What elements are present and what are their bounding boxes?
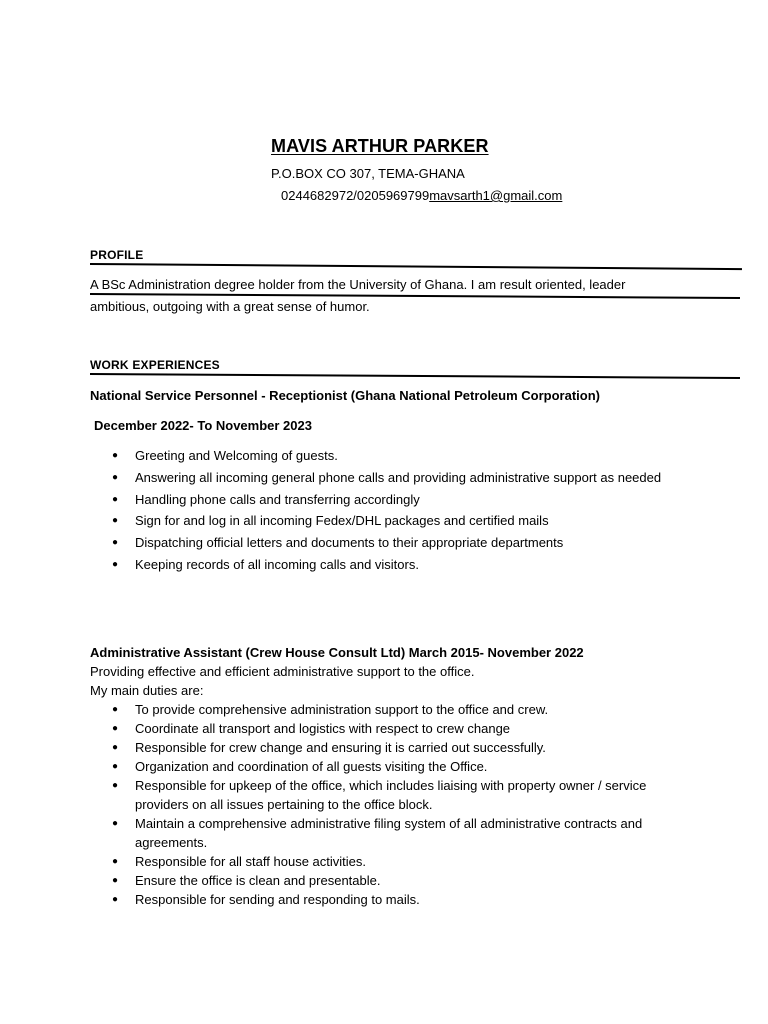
candidate-name: MAVIS ARTHUR PARKER (271, 136, 489, 156)
phone-numbers: 0244682972/0205969799 (281, 188, 430, 203)
list-item: ● Organization and coordination of all guests visiting the Office. (90, 757, 670, 776)
work-experience-divider (90, 373, 740, 379)
list-item: ● Greeting and Welcoming of guests. (90, 445, 670, 467)
job2-title: Administrative Assistant (Crew House Consult Ltd) March 2015- November 2022 (90, 645, 584, 660)
list-item: ● Responsible for crew change and ensuring it is carried out successfully. (90, 738, 670, 757)
job1-title: National Service Personnel - Receptionist (Ghana National Petroleum Corporation) (90, 388, 600, 403)
list-item: ● To provide comprehensive administration support to the office and crew. (90, 700, 670, 719)
work-experience-heading: WORK EXPERIENCES (90, 358, 220, 372)
list-item: ● Answering all incoming general phone calls and providing administrative support as needed (90, 467, 670, 489)
list-item: ● Responsible for all staff house activities. (90, 852, 670, 871)
postal-address: P.O.BOX CO 307, TEMA-GHANA (271, 166, 465, 181)
list-item: ● Handling phone calls and transferring accordingly (90, 489, 670, 511)
profile-line-1: A BSc Administration degree holder from the University of Ghana. I am result oriented, leader (90, 277, 626, 292)
profile-heading: PROFILE (90, 248, 144, 262)
profile-line-2: ambitious, outgoing with a great sense of humor. (90, 299, 370, 314)
job2-duties-list (90, 700, 670, 909)
list-item: ● Responsible for sending and responding to mails. (90, 890, 670, 909)
email-link[interactable]: mavsarth1@gmail.com (429, 188, 563, 203)
list-item: ● Maintain a comprehensive administrative filing system of all administrative contracts and agreements. (90, 814, 670, 852)
job2-summary: Providing effective and efficient administrative support to the office. (90, 664, 475, 679)
list-item: ● Dispatching official letters and documents to their appropriate departments (90, 532, 670, 554)
list-item: ● Coordinate all transport and logistics with respect to crew change (90, 719, 670, 738)
job2-intro: My main duties are: (90, 683, 204, 698)
list-item: ● Sign for and log in all incoming Fedex/DHL packages and certified mails (90, 510, 670, 532)
job1-dates: December 2022- To November 2023 (94, 418, 312, 433)
profile-divider (90, 263, 742, 270)
list-item: ● Ensure the office is clean and presentable. (90, 871, 670, 890)
contact-line (281, 188, 562, 203)
job1-duties-list (90, 445, 670, 576)
list-item: ● Keeping records of all incoming calls and visitors. (90, 554, 670, 576)
list-item: ● Responsible for upkeep of the office, which includes liaising with property owner / service providers on all issues pertaining to the office block. (90, 776, 670, 814)
